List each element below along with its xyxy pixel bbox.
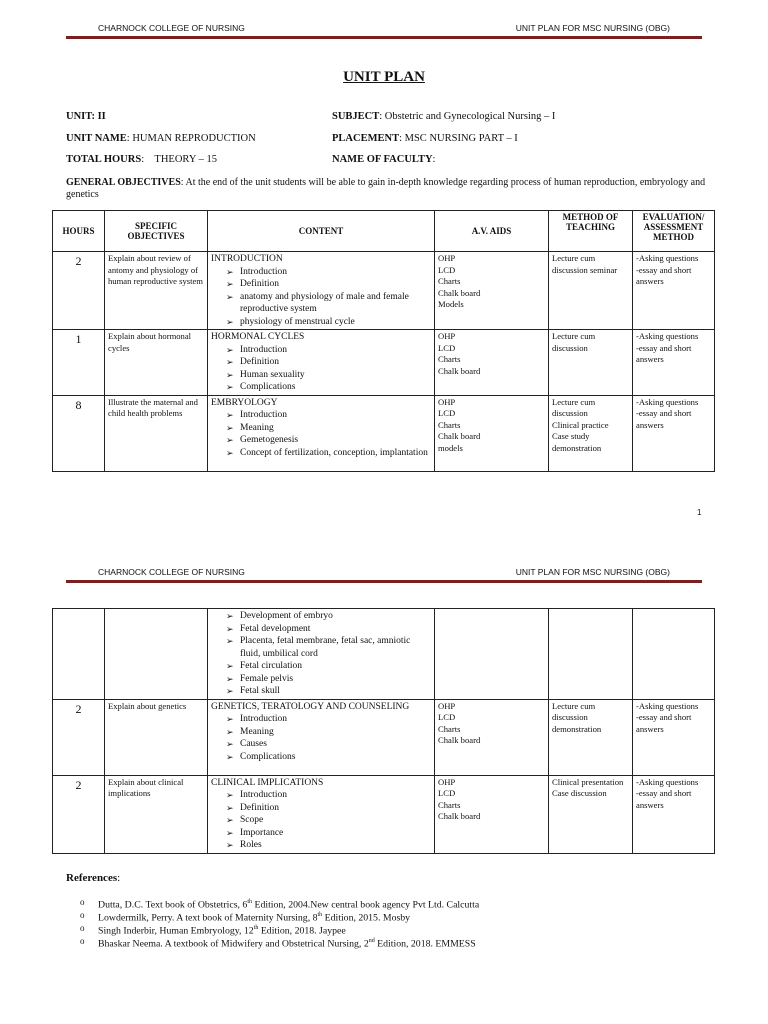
av-aids-cell: OHP LCD Charts Chalk board models bbox=[435, 395, 549, 471]
unit-name-field: UNIT NAME: HUMAN REPRODUCTION bbox=[66, 133, 256, 144]
page-header-2 bbox=[66, 567, 702, 587]
evaluation-cell: -Asking questions -essay and short answers bbox=[633, 699, 715, 775]
page-header bbox=[66, 23, 702, 43]
references-list bbox=[80, 896, 720, 948]
objective-cell: Illustrate the maternal and child health problems bbox=[105, 395, 208, 471]
col-method: METHOD OF TEACHING bbox=[549, 211, 633, 252]
placement-field: PLACEMENT: MSC NURSING PART – I bbox=[332, 133, 518, 144]
content-item: ➢ Fetal skull bbox=[226, 685, 431, 698]
content-item: ➢ Meaning bbox=[226, 726, 431, 739]
content-item: ➢ Development of embryo bbox=[226, 610, 431, 623]
content-list bbox=[211, 713, 431, 763]
reference-item: o Lowdermilk, Perry. A text book of Maternity Nursing, 8th Edition, 2015. Mosby bbox=[80, 909, 720, 922]
table-row bbox=[53, 699, 715, 775]
method-cell: Lecture cum discussion seminar bbox=[549, 252, 633, 330]
page-number: 1 bbox=[697, 508, 702, 517]
hours-cell: 1 bbox=[53, 330, 105, 396]
content-item: ➢ Complications bbox=[226, 751, 431, 764]
content-heading: CLINICAL IMPLICATIONS bbox=[211, 777, 324, 788]
method-cell bbox=[549, 609, 633, 700]
content-item: ➢ Fetal circulation bbox=[226, 660, 431, 673]
references-heading: References: bbox=[66, 872, 121, 884]
hours-cell: 2 bbox=[53, 775, 105, 853]
hours-cell: 2 bbox=[53, 699, 105, 775]
content-list bbox=[211, 789, 431, 852]
content-item: ➢ Complications bbox=[226, 381, 431, 394]
header-rule bbox=[66, 36, 702, 39]
unit-label: UNIT: II bbox=[66, 111, 106, 122]
reference-item: o Bhaskar Neema. A textbook of Midwifery and Obstetrical Nursing, 2nd Edition, 2018. EMMESS bbox=[80, 935, 720, 948]
av-aids-cell bbox=[435, 609, 549, 700]
faculty-field: NAME OF FACULTY: bbox=[332, 154, 436, 165]
content-heading: INTRODUCTION bbox=[211, 254, 283, 264]
content-list bbox=[211, 610, 431, 698]
content-item: ➢ anatomy and physiology of male and female reproductive system bbox=[226, 291, 431, 316]
evaluation-cell: -Asking questions -essay and short answers bbox=[633, 330, 715, 396]
unit-plan-table-continued bbox=[52, 608, 715, 854]
hours-cell: 2 bbox=[53, 252, 105, 330]
hours-cell bbox=[53, 609, 105, 700]
objective-cell: Explain about genetics bbox=[105, 699, 208, 775]
content-item: ➢ Introduction bbox=[226, 789, 431, 802]
av-aids-cell: OHP LCD Charts Chalk board Models bbox=[435, 252, 549, 330]
content-item: ➢ Scope bbox=[226, 814, 431, 827]
content-list bbox=[211, 266, 431, 329]
content-cell bbox=[208, 395, 435, 471]
content-item: ➢ Gemetogenesis bbox=[226, 434, 431, 447]
content-heading: HORMONAL CYCLES bbox=[211, 332, 305, 342]
content-item: ➢ physiology of menstrual cycle bbox=[226, 316, 431, 329]
col-content: CONTENT bbox=[208, 211, 435, 252]
content-cell bbox=[208, 699, 435, 775]
subject-field: SUBJECT: Obstetric and Gynecological Nursing – I bbox=[332, 111, 556, 122]
col-evaluation: EVALUATION/ ASSESSMENT METHOD bbox=[633, 211, 715, 252]
content-item: ➢ Introduction bbox=[226, 266, 431, 279]
evaluation-cell bbox=[633, 609, 715, 700]
av-aids-cell: OHP LCD Charts Chalk board bbox=[435, 775, 549, 853]
content-item: ➢ Female pelvis bbox=[226, 673, 431, 686]
content-item: ➢ Introduction bbox=[226, 409, 431, 422]
method-cell: Lecture cum discussion demonstration bbox=[549, 699, 633, 775]
table-row bbox=[53, 395, 715, 471]
evaluation-cell: -Asking questions -essay and short answers bbox=[633, 252, 715, 330]
evaluation-cell: -Asking questions -essay and short answers bbox=[633, 775, 715, 853]
col-av-aids: A.V. AIDS bbox=[435, 211, 549, 252]
method-cell: Clinical presentation Case discussion bbox=[549, 775, 633, 853]
content-list bbox=[211, 409, 431, 459]
objective-cell: Explain about clinical implications bbox=[105, 775, 208, 853]
general-objectives: GENERAL OBJECTIVES: At the end of the unit students will be able to gain in-depth knowledge regarding process of human reproduction, embryology and genetics bbox=[66, 177, 706, 200]
content-item: ➢ Human sexuality bbox=[226, 369, 431, 382]
content-heading: EMBRYOLOGY bbox=[211, 397, 278, 408]
method-cell: Lecture cum discussion bbox=[549, 330, 633, 396]
objective-cell: Explain about review of antomy and physiology of human reproductive system bbox=[105, 252, 208, 330]
col-objectives: SPECIFIC OBJECTIVES bbox=[105, 211, 208, 252]
content-item: ➢ Concept of fertilization, conception, implantation bbox=[226, 447, 431, 460]
table-row bbox=[53, 252, 715, 330]
content-item: ➢ Introduction bbox=[226, 713, 431, 726]
objective-cell bbox=[105, 609, 208, 700]
content-item: ➢ Meaning bbox=[226, 422, 431, 435]
table-header-row bbox=[53, 211, 715, 252]
content-item: ➢ Causes bbox=[226, 738, 431, 751]
table-row bbox=[53, 775, 715, 853]
page-title: UNIT PLAN bbox=[343, 69, 425, 85]
unit-plan-table bbox=[52, 210, 715, 472]
content-item: ➢ Definition bbox=[226, 356, 431, 369]
content-cell bbox=[208, 609, 435, 700]
content-item: ➢ Fetal development bbox=[226, 623, 431, 636]
content-item: ➢ Definition bbox=[226, 278, 431, 291]
objective-cell: Explain about hormonal cycles bbox=[105, 330, 208, 396]
content-cell bbox=[208, 775, 435, 853]
content-item: ➢ Introduction bbox=[226, 344, 431, 357]
content-cell bbox=[208, 252, 435, 330]
reference-item: o Singh Inderbir, Human Embryology, 12th Edition, 2018. Jaypee bbox=[80, 922, 720, 935]
table-row bbox=[53, 609, 715, 700]
header-rule-2 bbox=[66, 580, 702, 583]
content-list bbox=[211, 344, 431, 394]
content-item: ➢ Placenta, fetal membrane, fetal sac, amniotic fluid, umbilical cord bbox=[226, 635, 431, 660]
method-cell: Lecture cum discussion Clinical practice Case study demonstration bbox=[549, 395, 633, 471]
table-row bbox=[53, 330, 715, 396]
reference-item: o Dutta, D.C. Text book of Obstetrics, 6th Edition, 2004.New central book agency Pvt Ltd. Calcutta bbox=[80, 896, 720, 909]
evaluation-cell: -Asking questions -essay and short answers bbox=[633, 395, 715, 471]
content-cell bbox=[208, 330, 435, 396]
content-heading: GENETICS, TERATOLOGY AND COUNSELING bbox=[211, 701, 410, 712]
col-hours: HOURS bbox=[53, 211, 105, 252]
total-hours-field: TOTAL HOURS: THEORY – 15 bbox=[66, 154, 218, 165]
content-item: ➢ Definition bbox=[226, 802, 431, 815]
header-college: CHARNOCK COLLEGE OF NURSING bbox=[98, 567, 245, 577]
header-unit-plan: UNIT PLAN FOR MSC NURSING (OBG) bbox=[515, 23, 670, 33]
av-aids-cell: OHP LCD Charts Chalk board bbox=[435, 330, 549, 396]
header-college: CHARNOCK COLLEGE OF NURSING bbox=[98, 23, 245, 33]
hours-cell: 8 bbox=[53, 395, 105, 471]
content-item: ➢ Roles bbox=[226, 839, 431, 852]
av-aids-cell: OHP LCD Charts Chalk board bbox=[435, 699, 549, 775]
header-unit-plan: UNIT PLAN FOR MSC NURSING (OBG) bbox=[515, 567, 670, 577]
content-item: ➢ Importance bbox=[226, 827, 431, 840]
